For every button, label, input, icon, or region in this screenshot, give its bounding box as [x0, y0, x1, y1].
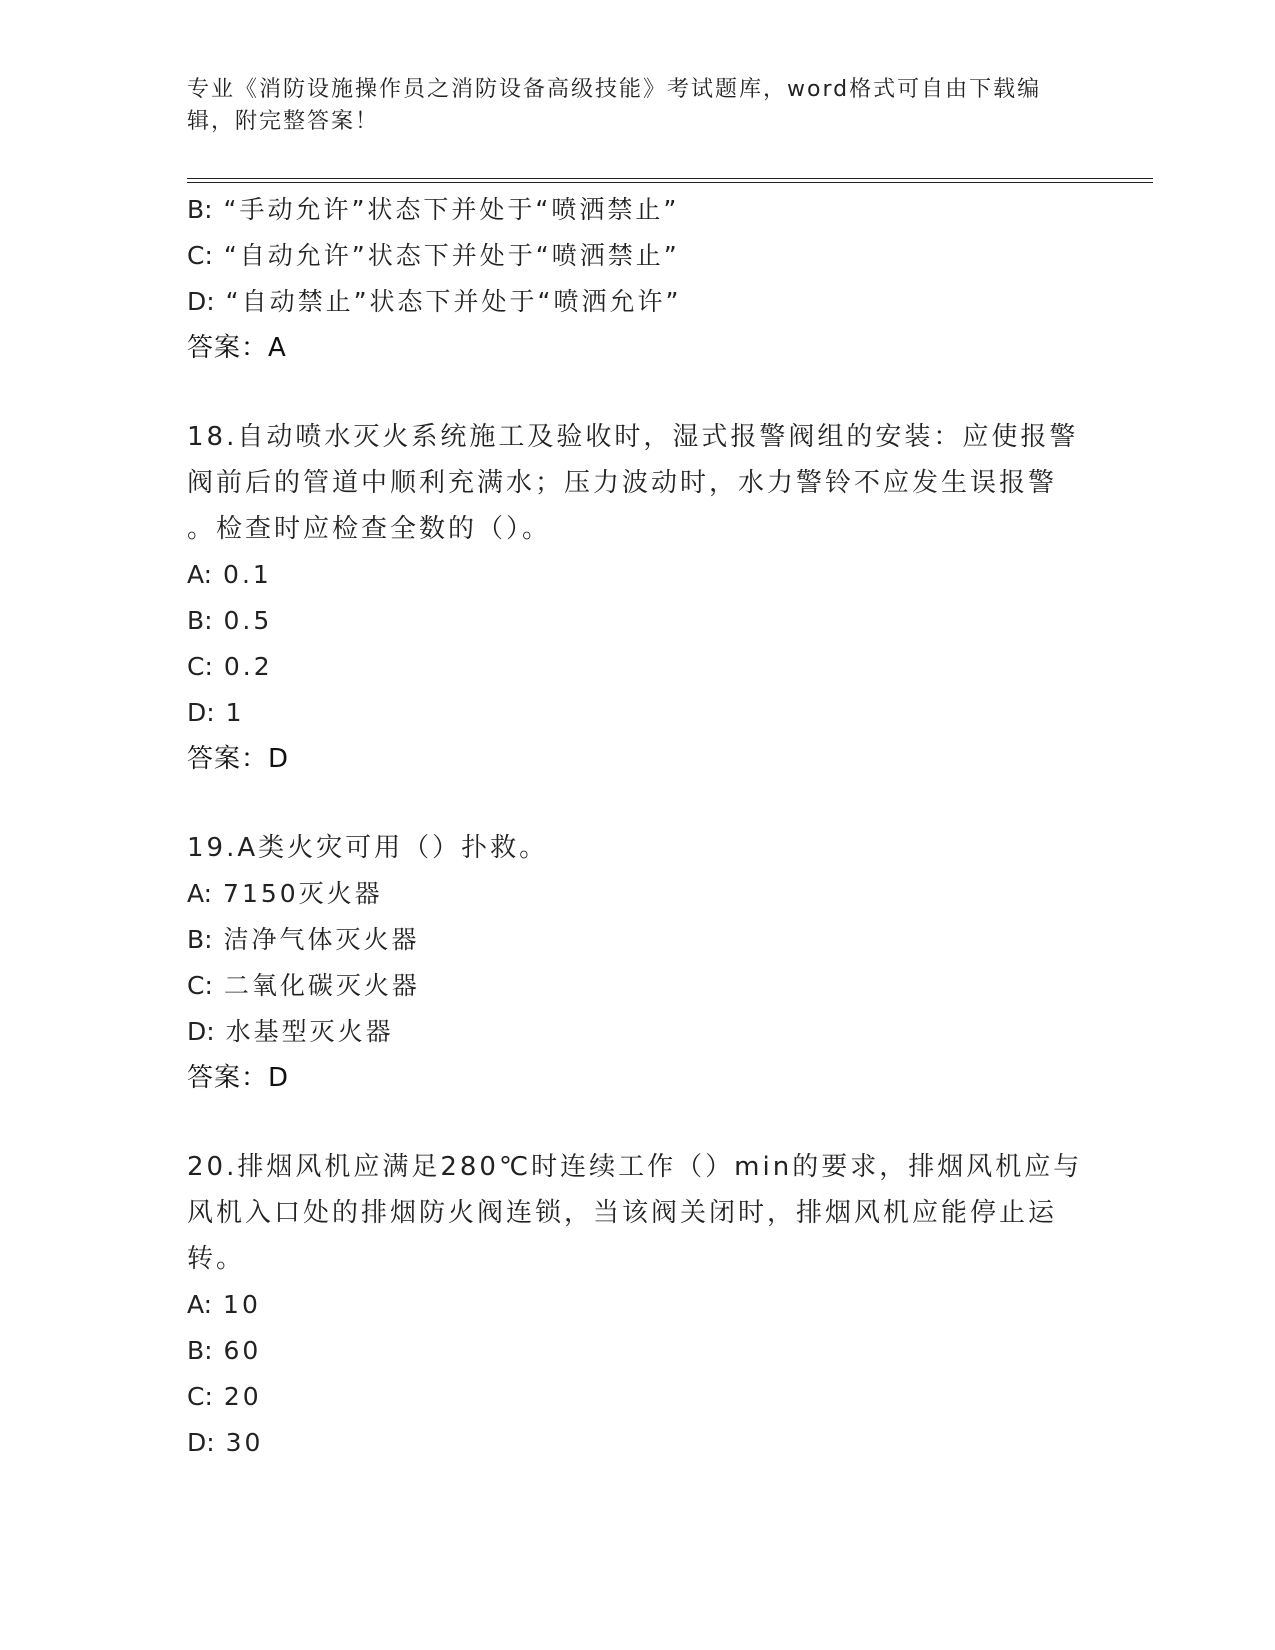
option-label: A:: [187, 560, 213, 589]
answer-line: 答案：D: [187, 744, 290, 774]
option-text: 0.1: [223, 560, 272, 589]
option-text: 洁净气体灭火器: [223, 925, 420, 954]
option-label: D:: [187, 698, 215, 727]
answer-line: 答案：D: [187, 1063, 290, 1093]
option-c: [187, 963, 1087, 1009]
option-label: D:: [187, 1428, 215, 1457]
question-20: [187, 1144, 1087, 1466]
question-stem: [187, 1144, 1087, 1282]
question-17-continuation: [187, 187, 1087, 371]
stem-line: 阀前后的管道中顺利充满水；压力波动时，水力警铃不应发生误报警: [187, 468, 1058, 498]
question-19: [187, 825, 1087, 1101]
option-text: 0.2: [223, 652, 273, 681]
option-label: D:: [187, 1017, 215, 1046]
header-rule-top: [187, 178, 1153, 179]
stem-line: 20.排烟风机应满足280℃时连续工作（）min的要求，排烟风机应与: [187, 1152, 1083, 1182]
option-text: 1: [225, 698, 245, 727]
option-label: A:: [187, 1290, 213, 1319]
stem-line: 18.自动喷水灭火系统施工及验收时，湿式报警阀组的安装：应使报警: [187, 422, 1079, 452]
option-c: [187, 644, 1087, 690]
option-label: B:: [187, 1336, 213, 1365]
option-text: “自动禁止”状态下并处于“喷洒允许”: [225, 287, 682, 316]
option-text: 7150灭火器: [223, 879, 383, 908]
answer-line: 答案：A: [187, 333, 287, 363]
document-body: [187, 187, 1087, 1466]
header-rule-bottom: [187, 182, 1153, 183]
option-label: B:: [187, 195, 213, 224]
option-text: 二氧化碳灭火器: [223, 971, 420, 1000]
stem-line: 。检查时应检查全数的（）。: [187, 514, 552, 544]
option-text: “手动允许”状态下并处于“喷洒禁止”: [223, 195, 680, 224]
option-d: [187, 1420, 1087, 1466]
option-label: C:: [187, 241, 213, 270]
option-b: [187, 187, 1087, 233]
option-text: 0.5: [223, 606, 273, 635]
option-label: A:: [187, 879, 213, 908]
option-c: [187, 233, 1087, 279]
option-text: 30: [225, 1428, 264, 1457]
option-b: [187, 917, 1087, 963]
option-label: D:: [187, 287, 215, 316]
option-text: 20: [223, 1382, 262, 1411]
option-text: 10: [223, 1290, 261, 1319]
option-text: “自动允许”状态下并处于“喷洒禁止”: [223, 241, 680, 270]
option-c: [187, 1374, 1087, 1420]
document-header: 专业《消防设施操作员之消防设备高级技能》考试题库，word格式可自由下载编辑，附完整答案！: [187, 77, 1042, 134]
option-text: 60: [223, 1336, 262, 1365]
option-b: [187, 598, 1087, 644]
option-label: B:: [187, 606, 213, 635]
stem-line: 转。: [187, 1244, 246, 1274]
stem-line: 风机入口处的排烟防火阀连锁，当该阀关闭时，排烟风机应能停止运: [187, 1198, 1058, 1228]
option-d: [187, 1009, 1087, 1055]
option-d: [187, 690, 1087, 736]
option-a: [187, 552, 1087, 598]
option-a: [187, 1282, 1087, 1328]
question-stem: [187, 414, 1087, 552]
option-label: C:: [187, 652, 213, 681]
stem-line: 19.A类火灾可用（）扑救。: [187, 833, 549, 863]
option-d: [187, 279, 1087, 325]
option-text: 水基型灭火器: [225, 1017, 394, 1046]
option-label: C:: [187, 1382, 213, 1411]
question-18: [187, 414, 1087, 782]
option-label: B:: [187, 925, 213, 954]
option-b: [187, 1328, 1087, 1374]
option-label: C:: [187, 971, 213, 1000]
option-a: [187, 871, 1087, 917]
question-stem: [187, 825, 1087, 871]
